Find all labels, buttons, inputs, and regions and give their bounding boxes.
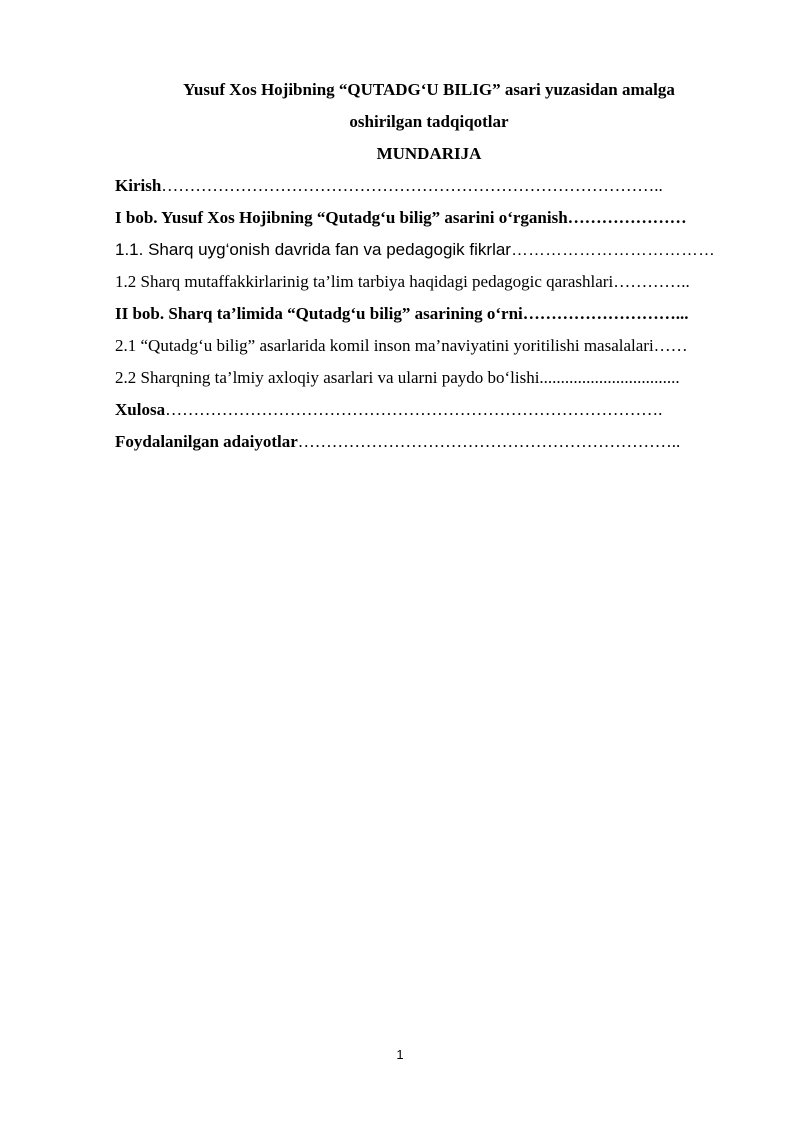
- toc-entry-leader: …………………………………………………………..: [297, 432, 681, 451]
- document-title-line-2: oshirilgan tadqiqotlar: [349, 112, 509, 131]
- toc-entry-xulosa: [115, 394, 743, 426]
- document-title-line-1: Yusuf Xos Hojibning “QUTADG‘U BILIG” asari yuzasidan amalga: [183, 80, 675, 99]
- toc-entry-label: Kirish: [115, 176, 162, 195]
- toc-entry-label: Foydalanilgan adaiyotlar: [115, 432, 298, 451]
- toc-heading: MUNDARIJA: [376, 144, 482, 163]
- toc-entry-section-2-1: 2.1 “Qutadg‘u bilig” asarlarida komil inson ma’naviyatini yoritilishi masalalari……: [115, 336, 688, 355]
- toc-entry-chapter-2: II bob. Sharq ta’limida “Qutadg‘u bilig” asarining o‘rni………………………...: [115, 304, 689, 323]
- toc-entry-chapter-1: I bob. Yusuf Xos Hojibning “Qutadg‘u bilig” asarini o‘rganish…………………: [115, 208, 687, 227]
- toc-entry-kirish: [115, 170, 743, 202]
- toc-entry-section-1-2: 1.2 Sharq mutaffakkirlarinig ta’lim tarbiya haqidagi pedagogic qarashlari…………..: [115, 272, 690, 291]
- toc-entry-section-2-2: 2.2 Sharqning ta’lmiy axloqiy asarlari va ularni paydo bo‘lishi.................................: [115, 368, 680, 387]
- toc-entry-references: [115, 426, 743, 458]
- page-content: [115, 74, 743, 458]
- toc-entry-label: Xulosa: [115, 400, 166, 419]
- table-of-contents: [115, 170, 743, 458]
- toc-entry-leader: ……………………………………………………………………………..: [161, 176, 663, 195]
- toc-entry-leader: …………………………………………………………………………….: [165, 400, 663, 419]
- page-number: 1: [396, 1047, 404, 1062]
- toc-entry-section-1-1: 1.1. Sharq uyg‘onish davrida fan va pedagogik fikrlar………………………………: [115, 240, 715, 259]
